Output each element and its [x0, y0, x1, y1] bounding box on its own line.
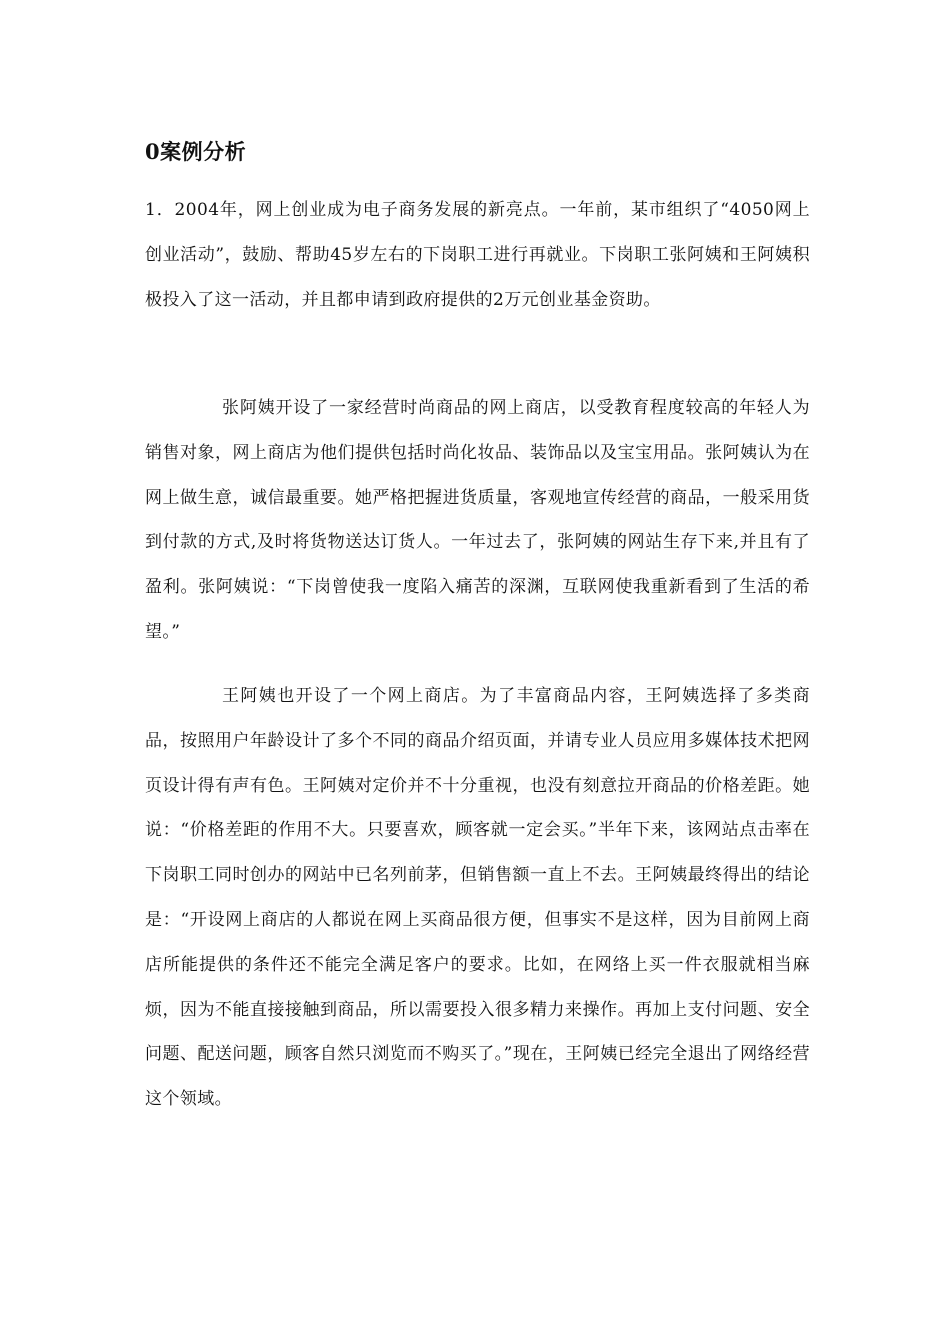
zhang-case-paragraph: 张阿姨开设了一家经营时尚商品的网上商店，以受教育程度较高的年轻人为销售对象，网上商店为他们提供包括时尚化妆品、装饰品以及宝宝用品。张阿姨认为在网上做生意，诚信最重要。她严格把握进货质量，客观地宣传经营的商品，一般采用货到付款的方式,及时将货物送达订货人。一年过去了，张阿姨的网站生存下来,并且有了盈利。张阿姨说：“下岗曾使我一度陷入痛苦的深渊，互联网使我重新看到了生活的希望。” [145, 398, 810, 642]
wang-case-paragraph: 王阿姨也开设了一个网上商店。为了丰富商品内容，王阿姨选择了多类商品，按照用户年龄设计了多个不同的商品介绍页面，并请专业人员应用多媒体技术把网页设计得有声有色。王阿姨对定价并不十分重视，也没有刻意拉开商品的价格差距。她说：“价格差距的作用不大。只要喜欢，顾客就一定会买。”半年下来，该网站点击率在下岗职工同时创办的网站中已名列前茅，但销售额一直上不去。王阿姨最终得出的结论是：“开设网上商店的人都说在网上买商品很方便，但事实不是这样，因为目前网上商店所能提供的条件还不能完全满足客户的要求。比如，在网络上买一件衣服就相当麻烦，因为不能直接接触到商品，所以需要投入很多精力来操作。再加上支付问题、安全问题、配送问题，顾客自然只浏览而不购买了。”现在，王阿姨已经完全退出了网络经营这个领域。 [145, 686, 810, 1110]
document-title: 0案例分析 [145, 139, 247, 164]
case-intro-paragraph: 1．2004年，网上创业成为电子商务发展的新亮点。一年前，某市组织了“4050网上创业活动”，鼓励、帮助45岁左右的下岗职工进行再就业。下岗职工张阿姨和王阿姨积极投入了这一活动，并且都申请到政府提供的2万元创业基金资助。 [145, 200, 810, 310]
